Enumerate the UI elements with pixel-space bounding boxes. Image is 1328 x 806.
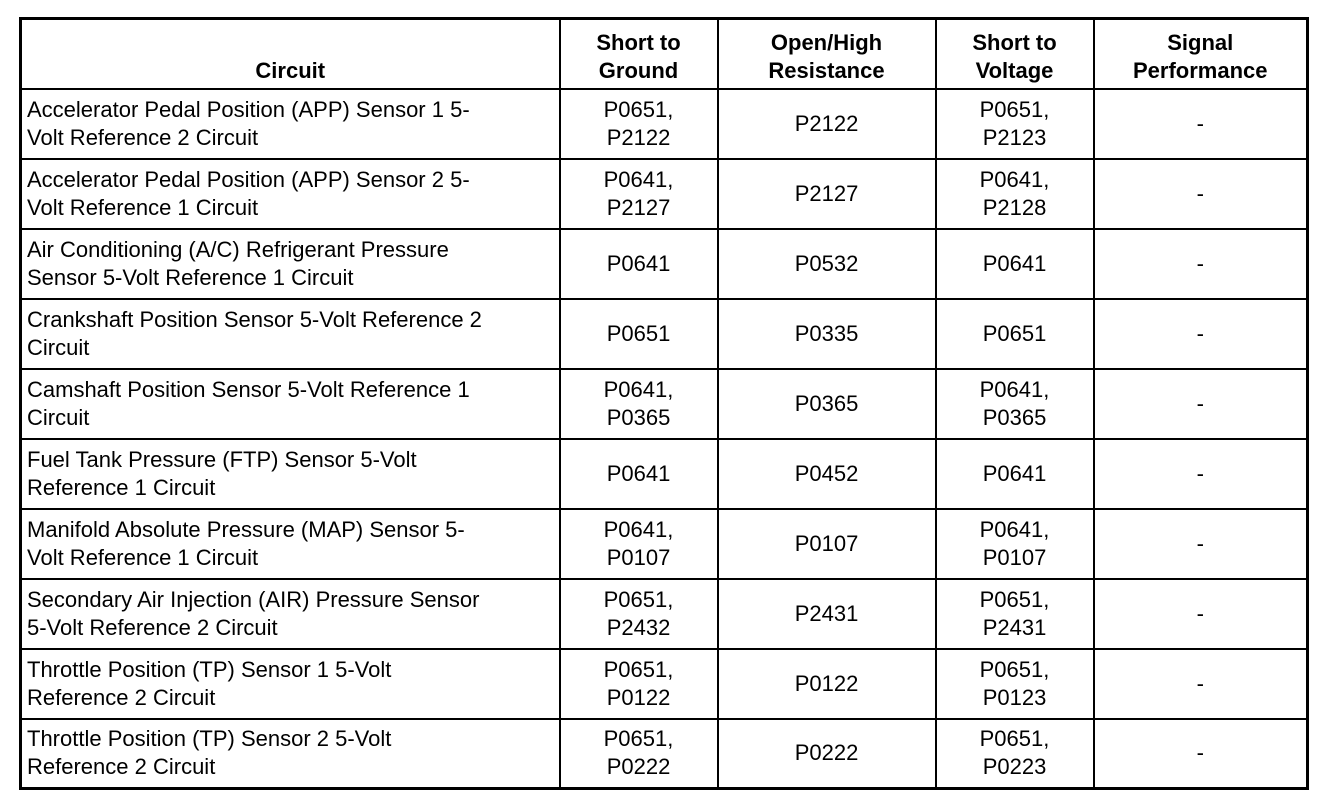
cell-circuit (21, 299, 560, 369)
cell-circuit (21, 439, 560, 509)
cell-signal-performance (1094, 649, 1308, 719)
cell-line: Throttle Position (TP) Sensor 1 5-Volt (27, 656, 392, 682)
cell-line: P2431 (982, 614, 1047, 640)
cell-line: P0107 (982, 544, 1047, 570)
cell-signal-performance (1094, 439, 1308, 509)
header-line: Performance (1132, 57, 1268, 83)
header-open-high-resistance (718, 19, 936, 89)
cell-line: Accelerator Pedal Position (APP) Sensor 2 5- (27, 166, 470, 192)
cell-circuit (21, 509, 560, 579)
cell-circuit (21, 159, 560, 229)
cell-short-to-ground (560, 159, 718, 229)
cell-line: P0122 (794, 670, 859, 696)
table-body (21, 89, 1308, 789)
header-signal-performance (1094, 19, 1308, 89)
cell-short-to-voltage (936, 579, 1094, 649)
cell-short-to-ground (560, 719, 718, 789)
cell-line: P2127 (794, 180, 859, 206)
cell-line: Manifold Absolute Pressure (MAP) Sensor 5- (27, 516, 465, 542)
table-row (21, 89, 1308, 159)
cell-line: P0651 (982, 320, 1047, 346)
header-short-to-ground (560, 19, 718, 89)
cell-line: P0532 (794, 250, 859, 276)
cell-line: - (1196, 320, 1204, 346)
cell-line: P0651, (979, 726, 1050, 752)
cell-line: P0651, (979, 586, 1050, 612)
cell-open-high-resistance (718, 579, 936, 649)
cell-line: P0651, (603, 656, 674, 682)
cell-line: Reference 2 Circuit (27, 684, 216, 710)
cell-line: P0641, (603, 166, 674, 192)
cell-short-to-ground (560, 439, 718, 509)
cell-short-to-ground (560, 649, 718, 719)
cell-line: Throttle Position (TP) Sensor 2 5-Volt (27, 726, 392, 752)
cell-line: P0641, (979, 166, 1050, 192)
cell-line: Sensor 5-Volt Reference 1 Circuit (27, 264, 354, 290)
cell-line: P0365 (794, 390, 859, 416)
cell-line: Crankshaft Position Sensor 5-Volt Reference 2 (27, 306, 482, 332)
cell-signal-performance (1094, 579, 1308, 649)
cell-circuit (21, 579, 560, 649)
header-line: Short to (596, 29, 681, 55)
cell-line: P0651, (603, 586, 674, 612)
cell-signal-performance (1094, 299, 1308, 369)
cell-signal-performance (1094, 89, 1308, 159)
cell-line: P0651, (603, 726, 674, 752)
cell-line: P0122 (606, 684, 671, 710)
cell-line: P0335 (794, 320, 859, 346)
cell-short-to-voltage (936, 439, 1094, 509)
cell-open-high-resistance (718, 89, 936, 159)
cell-line: P0651 (606, 320, 671, 346)
cell-line: P0641 (606, 460, 671, 486)
cell-short-to-ground (560, 89, 718, 159)
cell-line: Air Conditioning (A/C) Refrigerant Pressure (27, 236, 449, 262)
cell-line: P0223 (982, 754, 1047, 780)
cell-line: P0365 (982, 404, 1047, 430)
cell-open-high-resistance (718, 159, 936, 229)
cell-short-to-ground (560, 579, 718, 649)
cell-line: P0641, (603, 376, 674, 402)
cell-line: 5-Volt Reference 2 Circuit (27, 614, 278, 640)
cell-open-high-resistance (718, 369, 936, 439)
cell-signal-performance (1094, 509, 1308, 579)
header-short-to-voltage (936, 19, 1094, 89)
cell-short-to-voltage (936, 509, 1094, 579)
cell-signal-performance (1094, 719, 1308, 789)
cell-short-to-voltage (936, 229, 1094, 299)
cell-line: P2122 (794, 110, 859, 136)
table-row (21, 719, 1308, 789)
cell-line: - (1196, 740, 1204, 766)
cell-line: P0365 (606, 404, 671, 430)
table-row (21, 649, 1308, 719)
cell-line: P0651, (603, 96, 674, 122)
cell-line: P2127 (606, 194, 671, 220)
cell-short-to-ground (560, 509, 718, 579)
cell-short-to-voltage (936, 159, 1094, 229)
cell-short-to-ground (560, 229, 718, 299)
cell-line: - (1196, 390, 1204, 416)
cell-line: P0651, (979, 96, 1050, 122)
header-line: Open/High (770, 29, 883, 55)
cell-line: - (1196, 180, 1204, 206)
cell-short-to-ground (560, 299, 718, 369)
cell-open-high-resistance (718, 649, 936, 719)
cell-line: - (1196, 110, 1204, 136)
cell-line: P0651, (979, 656, 1050, 682)
cell-circuit (21, 649, 560, 719)
header-line: Signal (1167, 29, 1234, 55)
cell-line: P2123 (982, 124, 1047, 150)
table-row (21, 299, 1308, 369)
header-line: Resistance (768, 57, 885, 83)
table-header-row (21, 19, 1308, 89)
cell-line: P2431 (794, 600, 859, 626)
cell-line: Secondary Air Injection (AIR) Pressure Sensor (27, 586, 480, 612)
cell-circuit (21, 229, 560, 299)
cell-short-to-voltage (936, 369, 1094, 439)
cell-circuit (21, 369, 560, 439)
cell-line: - (1196, 670, 1204, 696)
cell-line: P0641, (603, 516, 674, 542)
cell-signal-performance (1094, 159, 1308, 229)
cell-line: Reference 1 Circuit (27, 474, 216, 500)
cell-line: Circuit (27, 404, 90, 430)
cell-line: P0641 (982, 460, 1047, 486)
cell-open-high-resistance (718, 229, 936, 299)
table-row (21, 369, 1308, 439)
cell-signal-performance (1094, 369, 1308, 439)
cell-line: - (1196, 250, 1204, 276)
cell-short-to-voltage (936, 89, 1094, 159)
header-line: Voltage (975, 57, 1054, 83)
cell-line: P0641, (979, 516, 1050, 542)
cell-line: P2432 (606, 614, 671, 640)
cell-open-high-resistance (718, 719, 936, 789)
table-row (21, 229, 1308, 299)
header-line: Short to (972, 29, 1057, 55)
cell-line: Reference 2 Circuit (27, 754, 216, 780)
table-row (21, 439, 1308, 509)
cell-line: P0107 (794, 530, 859, 556)
cell-line: P0452 (794, 460, 859, 486)
table-row (21, 159, 1308, 229)
cell-line: P0641 (606, 250, 671, 276)
cell-line: P0641, (979, 376, 1050, 402)
cell-line: Accelerator Pedal Position (APP) Sensor 1 5- (27, 96, 470, 122)
cell-line: Volt Reference 1 Circuit (27, 544, 259, 570)
cell-signal-performance (1094, 229, 1308, 299)
table-row (21, 579, 1308, 649)
cell-short-to-voltage (936, 649, 1094, 719)
dtc-circuit-table (19, 17, 1309, 790)
cell-short-to-voltage (936, 719, 1094, 789)
cell-line: Fuel Tank Pressure (FTP) Sensor 5-Volt (27, 446, 417, 472)
cell-line: P0123 (982, 684, 1047, 710)
cell-line: P2128 (982, 194, 1047, 220)
cell-line: - (1196, 530, 1204, 556)
cell-line: P0107 (606, 544, 671, 570)
cell-line: Volt Reference 1 Circuit (27, 194, 259, 220)
header-circuit (21, 19, 560, 89)
cell-line: Camshaft Position Sensor 5-Volt Reference 1 (27, 376, 470, 402)
cell-circuit (21, 89, 560, 159)
cell-line: Circuit (27, 334, 90, 360)
cell-line: - (1196, 600, 1204, 626)
cell-open-high-resistance (718, 299, 936, 369)
cell-line: - (1196, 460, 1204, 486)
cell-line: Volt Reference 2 Circuit (27, 124, 259, 150)
header-circuit-label: Circuit (255, 57, 326, 83)
cell-line: P2122 (606, 124, 671, 150)
cell-short-to-ground (560, 369, 718, 439)
cell-circuit (21, 719, 560, 789)
cell-line: P0222 (794, 740, 859, 766)
header-line: Ground (598, 57, 679, 83)
cell-line: P0222 (606, 754, 671, 780)
cell-open-high-resistance (718, 509, 936, 579)
table-row (21, 509, 1308, 579)
cell-short-to-voltage (936, 299, 1094, 369)
cell-line: P0641 (982, 250, 1047, 276)
cell-open-high-resistance (718, 439, 936, 509)
